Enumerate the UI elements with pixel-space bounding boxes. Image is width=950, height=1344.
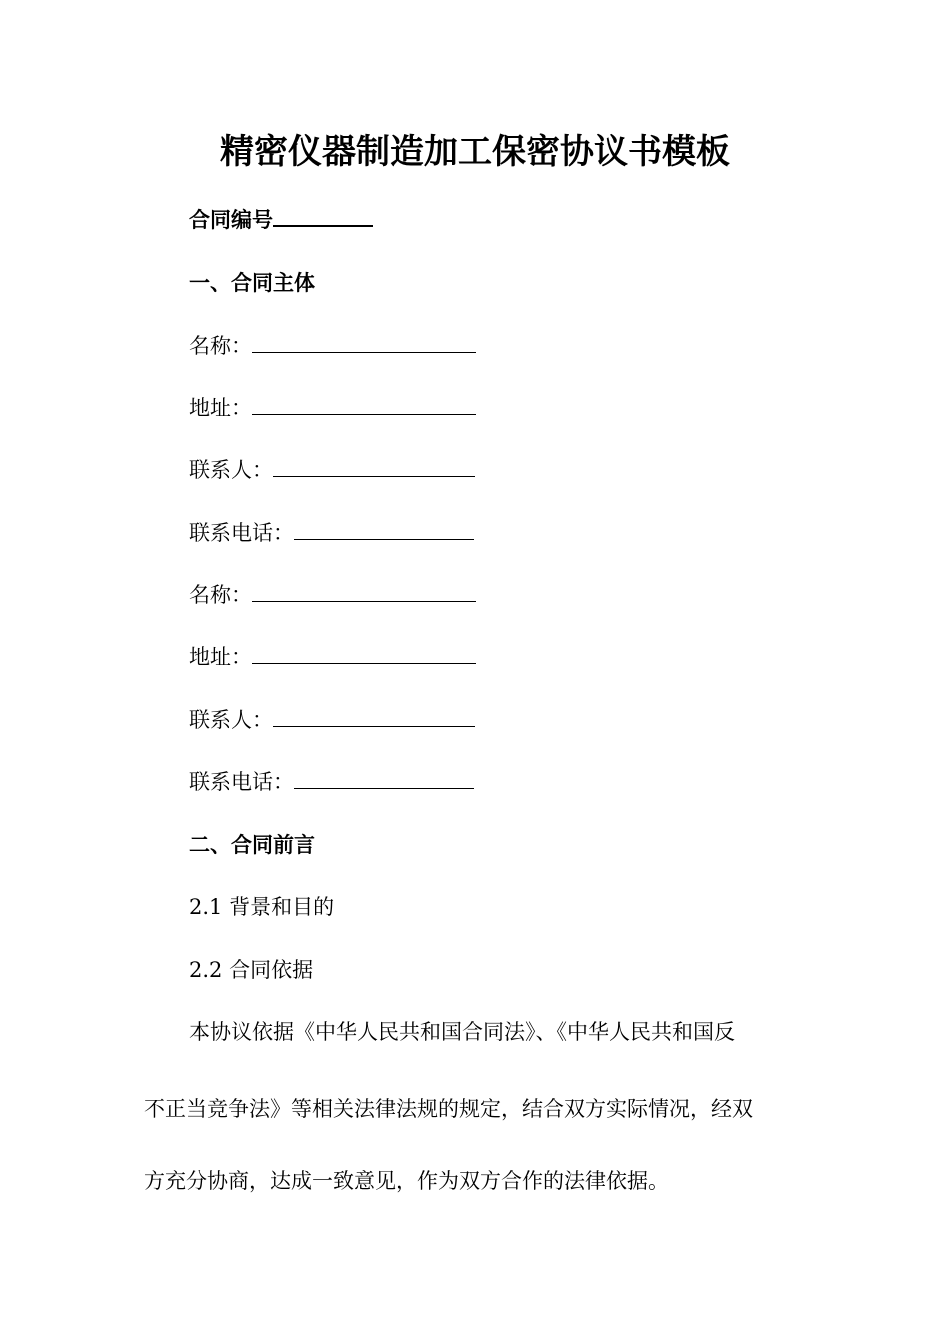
party-b-address-blank [252,645,476,664]
party-a-contact-label: 联系人： [189,458,273,482]
paragraph-line-2: 不正当竞争法》等相关法律法规的规定，结合双方实际情况，经双 [144,1097,753,1121]
party-a-address-blank [252,396,476,415]
party-b-phone-blank [294,770,474,789]
party-a-address-label: 地址： [189,396,252,420]
party-b-phone-label: 联系电话： [189,770,294,794]
party-a-phone-line [189,518,474,548]
party-b-name-line [189,580,476,610]
party-a-address-line [189,393,476,423]
party-b-address-label: 地址： [189,645,252,669]
section1-heading: 一、合同主体 [189,270,315,295]
party-b-contact-line [189,705,475,735]
item-2-2: 2.2 合同依据 [189,958,314,982]
party-b-contact-blank [273,708,475,727]
party-a-name-blank [252,334,476,353]
party-b-contact-label: 联系人： [189,708,273,732]
party-b-phone-line [189,767,474,797]
document-title: 精密仪器制造加工保密协议书模板 [220,132,730,172]
party-a-phone-label: 联系电话： [189,521,294,545]
party-b-address-line [189,642,476,672]
party-b-name-blank [252,583,476,602]
paragraph-line-1: 本协议依据《中华人民共和国合同法》、《中华人民共和国反 [189,1020,735,1044]
contract-number-line [189,205,373,235]
section2-heading: 二、合同前言 [189,832,315,857]
party-a-phone-blank [294,521,474,540]
contract-number-blank [273,207,373,227]
party-b-name-label: 名称： [189,583,252,607]
party-a-contact-blank [273,458,475,477]
item-2-1: 2.1 背景和目的 [189,895,335,919]
party-a-name-line [189,331,476,361]
party-a-name-label: 名称： [189,334,252,358]
contract-number-label: 合同编号 [189,207,273,232]
party-a-contact-line [189,455,475,485]
paragraph-line-3: 方充分协商，达成一致意见，作为双方合作的法律依据。 [144,1169,669,1193]
